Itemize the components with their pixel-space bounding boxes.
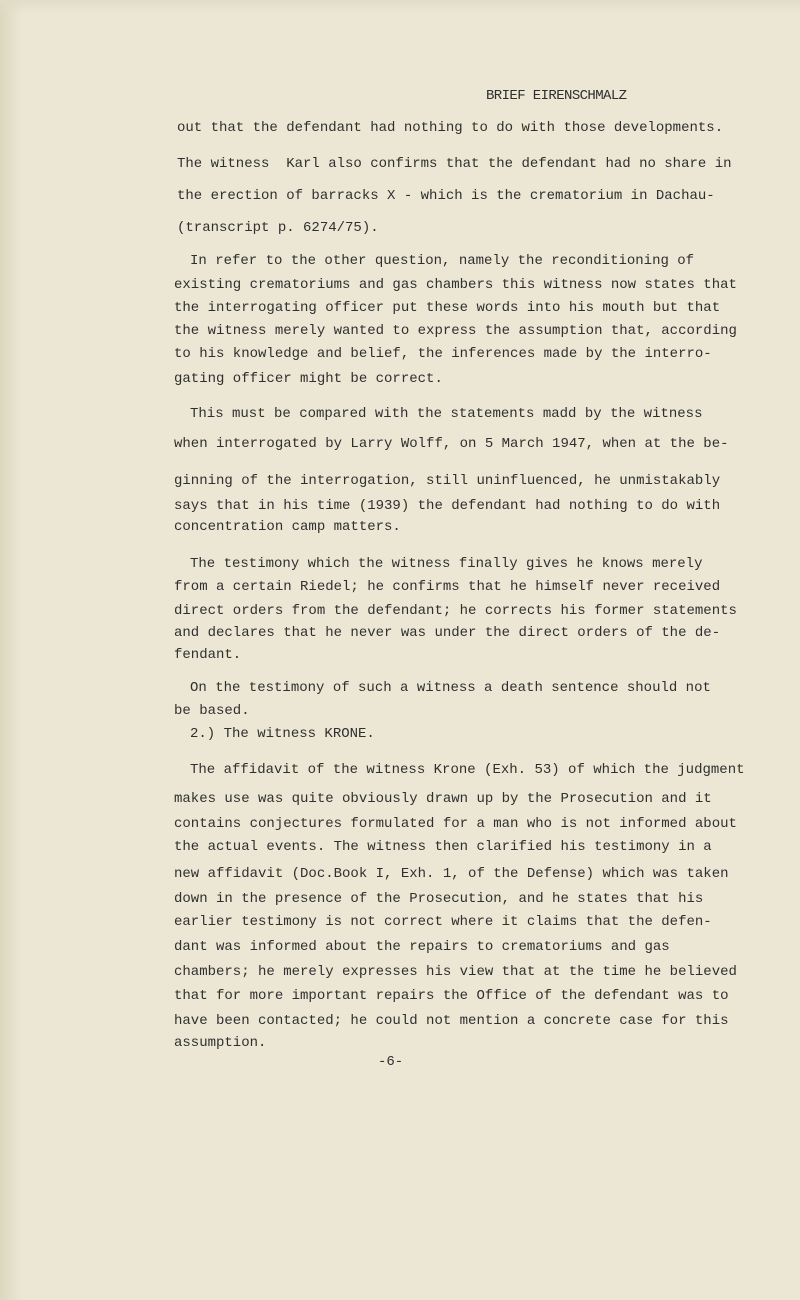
text-line-27: the actual events. The witness then clarified his testimony in a (174, 839, 712, 855)
text-line-25: makes use was quite obviously drawn up by the Prosecution and it (174, 791, 712, 807)
text-line-21: On the testimony of such a witness a death sentence should not (190, 680, 711, 696)
text-line-9: to his knowledge and belief, the inferences made by the interro- (174, 346, 712, 362)
text-line-29: down in the presence of the Prosecution, and he states that his (174, 891, 704, 907)
text-line-32: chambers; he merely expresses his view that at the time he believed (174, 964, 737, 980)
text-line-10: gating officer might be correct. (174, 371, 443, 387)
text-line-3: the erection of barracks X - which is the crematorium in Dachau- (177, 188, 715, 204)
text-line-11: This must be compared with the statements madd by the witness (190, 406, 703, 422)
text-line-7: the interrogating officer put these words into his mouth but that (174, 300, 721, 316)
section-heading-witness-krone: 2.) The witness KRONE. (190, 726, 375, 742)
text-line-18: direct orders from the defendant; he corrects his former statements (174, 603, 737, 619)
text-line-31: dant was informed about the repairs to crematoriums and gas (174, 939, 670, 955)
text-line-20: fendant. (174, 647, 242, 663)
text-line-14: says that in his time (1939) the defendant had nothing to do with (174, 498, 721, 514)
text-line-5: In refer to the other question, namely the reconditioning of (190, 253, 695, 269)
text-line-24: The affidavit of the witness Krone (Exh. 53) of which the judgment (190, 762, 745, 778)
text-line-17: from a certain Riedel; he confirms that he himself never received (174, 579, 721, 595)
text-line-22: be based. (174, 703, 250, 719)
page-edge-shadow-left (0, 0, 22, 1300)
text-line-26: contains conjectures formulated for a man who is not informed about (174, 816, 737, 832)
text-line-4: (transcript p. 6274/75). (177, 220, 379, 236)
text-line-2: The witness Karl also confirms that the defendant had no share in (177, 156, 732, 172)
text-line-19: and declares that he never was under the direct orders of the de- (174, 625, 721, 641)
text-line-6: existing crematoriums and gas chambers this witness now states that (174, 277, 737, 293)
page-header: BRIEF EIRENSCHMALZ (486, 88, 627, 104)
page-number: -6- (378, 1054, 404, 1070)
text-line-15: concentration camp matters. (174, 519, 401, 535)
page-edge-shadow-top (0, 0, 800, 14)
text-line-1: out that the defendant had nothing to do with those developments. (177, 120, 724, 136)
text-line-16: The testimony which the witness finally gives he knows merely (190, 556, 703, 572)
text-line-28: new affidavit (Doc.Book I, Exh. 1, of the Defense) which was taken (174, 866, 729, 882)
text-line-8: the witness merely wanted to express the assumption that, according (174, 323, 737, 339)
text-line-34: have been contacted; he could not mention a concrete case for this (174, 1013, 729, 1029)
text-line-30: earlier testimony is not correct where it claims that the defen- (174, 914, 712, 930)
text-line-33: that for more important repairs the Office of the defendant was to (174, 988, 729, 1004)
text-line-13: ginning of the interrogation, still uninfluenced, he unmistakably (174, 473, 721, 489)
text-line-35: assumption. (174, 1035, 267, 1051)
text-line-12: when interrogated by Larry Wolff, on 5 March 1947, when at the be- (174, 436, 729, 452)
